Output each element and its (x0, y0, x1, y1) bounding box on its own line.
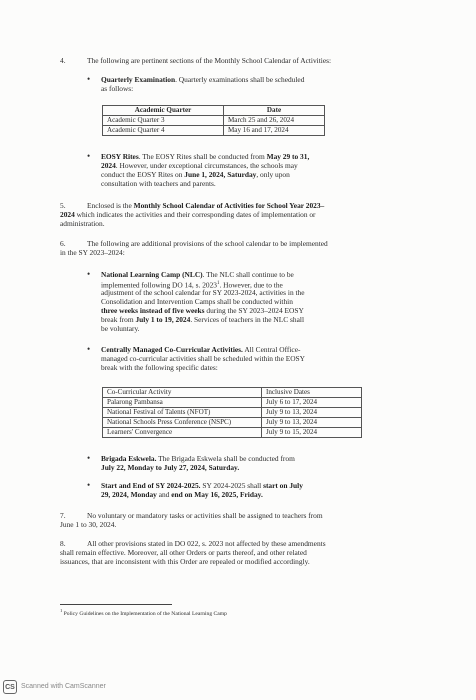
bullet-icon: • (87, 344, 91, 354)
table-cell: National Schools Press Conference (NSPC) (103, 418, 262, 428)
section-8-number: 8. (60, 539, 66, 548)
table-cell: Palarong Pambansa (103, 398, 262, 408)
table-cell: Academic Quarter 3 (103, 116, 224, 126)
table-cell: July 9 to 13, 2024 (262, 408, 362, 418)
table-cell: March 25 and 26, 2024 (224, 116, 325, 126)
table-header: Co-Curricular Activity (103, 388, 262, 398)
co-curricular-table (102, 387, 362, 438)
table-header: Date (224, 106, 325, 116)
camscanner-watermark: Scanned with CamScanner (21, 683, 106, 690)
eosy-rites-line4: consultation with teachers and parents. (101, 179, 216, 188)
table-row (103, 408, 362, 418)
bullet-icon: • (87, 269, 91, 279)
table-cell: Learners' Convergence (103, 428, 262, 438)
section-5-line2: 2024 which indicates the activities and their corresponding dates of implementation or (60, 210, 316, 219)
brigada-line1: Brigada Eskwela. The Brigada Eskwela shall be conducted from (101, 454, 295, 463)
camscanner-logo: CS (3, 680, 17, 694)
bullet-icon: • (87, 151, 91, 161)
bullet-icon: • (87, 453, 91, 463)
cmca-line2: managed co-curricular activities shall be scheduled within the EOSY (101, 354, 305, 363)
section-8-line2: shall remain effective. Moreover, all other Orders or parts thereof, and other related (60, 548, 307, 557)
nlc-line3: adjustment of the school calendar for SY 2023-2024, activities in the (101, 288, 305, 297)
bullet-icon: • (87, 74, 91, 84)
table-header: Inclusive Dates (262, 388, 362, 398)
eosy-rites-line3: conduct the EOSY Rites on June 1, 2024, Saturday, only upon (101, 170, 290, 179)
nlc-line6: break from July 1 to 19, 2024. Services of teachers in the NLC shall (101, 315, 305, 324)
section-4-intro: The following are pertinent sections of the Monthly School Calendar of Activities: (87, 56, 332, 65)
section-8-line1: All other provisions stated in DO 022, s. 2023 not affected by these amendments (87, 539, 326, 548)
section-5-line3: administration. (60, 219, 105, 228)
table-cell: July 9 to 13, 2024 (262, 418, 362, 428)
section-6-line1: The following are additional provisions of the school calendar to be implemented (87, 239, 328, 248)
section-7-line2: June 1 to 30, 2024. (60, 520, 117, 529)
sy-start-end-line1: Start and End of SY 2024-2025. SY 2024-2025 shall start on July (101, 481, 303, 490)
eosy-rites-line1: EOSY Rites. The EOSY Rites shall be conducted from May 29 to 31, (101, 152, 310, 161)
section-8-line3: issuances, that are inconsistent with this Order are repealed or modified accordingly. (60, 557, 310, 566)
section-5-line1: Enclosed is the Monthly School Calendar of Activities for School Year 2023– (87, 201, 325, 210)
quarterly-exam-line2: as follows: (101, 84, 134, 93)
table-row (103, 398, 362, 408)
table-cell: National Festival of Talents (NFOT) (103, 408, 262, 418)
table-header-row (103, 106, 325, 116)
section-6-number: 6. (60, 239, 66, 248)
nlc-line2: implemented following DO 14, s. 2023$^1$. However, due to the (101, 280, 283, 290)
section-7-line1: No voluntary or mandatory tasks or activities shall be assigned to teachers from (87, 511, 323, 520)
table-row (103, 428, 362, 438)
brigada-line2: July 22, Monday to July 27, 2024, Saturday. (101, 463, 240, 472)
cmca-line1: Centrally Managed Co-Curricular Activities. All Central Office- (101, 345, 301, 354)
section-5-number: 5. (60, 201, 66, 210)
table-cell: May 16 and 17, 2024 (224, 126, 325, 136)
table-row (103, 418, 362, 428)
nlc-line5: three weeks instead of five weeks during the SY 2023–2024 EOSY (101, 306, 304, 315)
table-cell: July 6 to 17, 2024 (262, 398, 362, 408)
eosy-rites-line2: 2024. However, under exceptional circumstances, the schools may (101, 161, 298, 170)
bullet-icon: • (87, 480, 91, 490)
table-header: Academic Quarter (103, 106, 224, 116)
quarterly-exam-table (102, 105, 325, 136)
section-7-number: 7. (60, 511, 66, 520)
nlc-line4: Consolidation and Intervention Camps shall be conducted within (101, 297, 293, 306)
table-header-row (103, 388, 362, 398)
quarterly-exam-line1: Quarterly Examination. Quarterly examinations shall be scheduled (101, 75, 305, 84)
table-row (103, 116, 325, 126)
nlc-line7: be voluntary. (101, 324, 140, 333)
section-4-number: 4. (60, 56, 66, 65)
cmca-line3: break with the following specific dates: (101, 363, 218, 372)
footnote-divider (60, 604, 172, 605)
footnote: $^1$ Policy Guidelines on the Implementation of the National Learning Camp (60, 608, 227, 617)
nlc-line1: National Learning Camp (NLC). The NLC shall continue to be (101, 270, 294, 279)
section-6-line2: in the SY 2023–2024: (60, 248, 125, 257)
table-cell: July 9 to 15, 2024 (262, 428, 362, 438)
table-row (103, 126, 325, 136)
sy-start-end-line2: 29, 2024, Monday and end on May 16, 2025, Friday. (101, 490, 263, 499)
footnote-reference: 1 (216, 281, 220, 286)
table-cell: Academic Quarter 4 (103, 126, 224, 136)
